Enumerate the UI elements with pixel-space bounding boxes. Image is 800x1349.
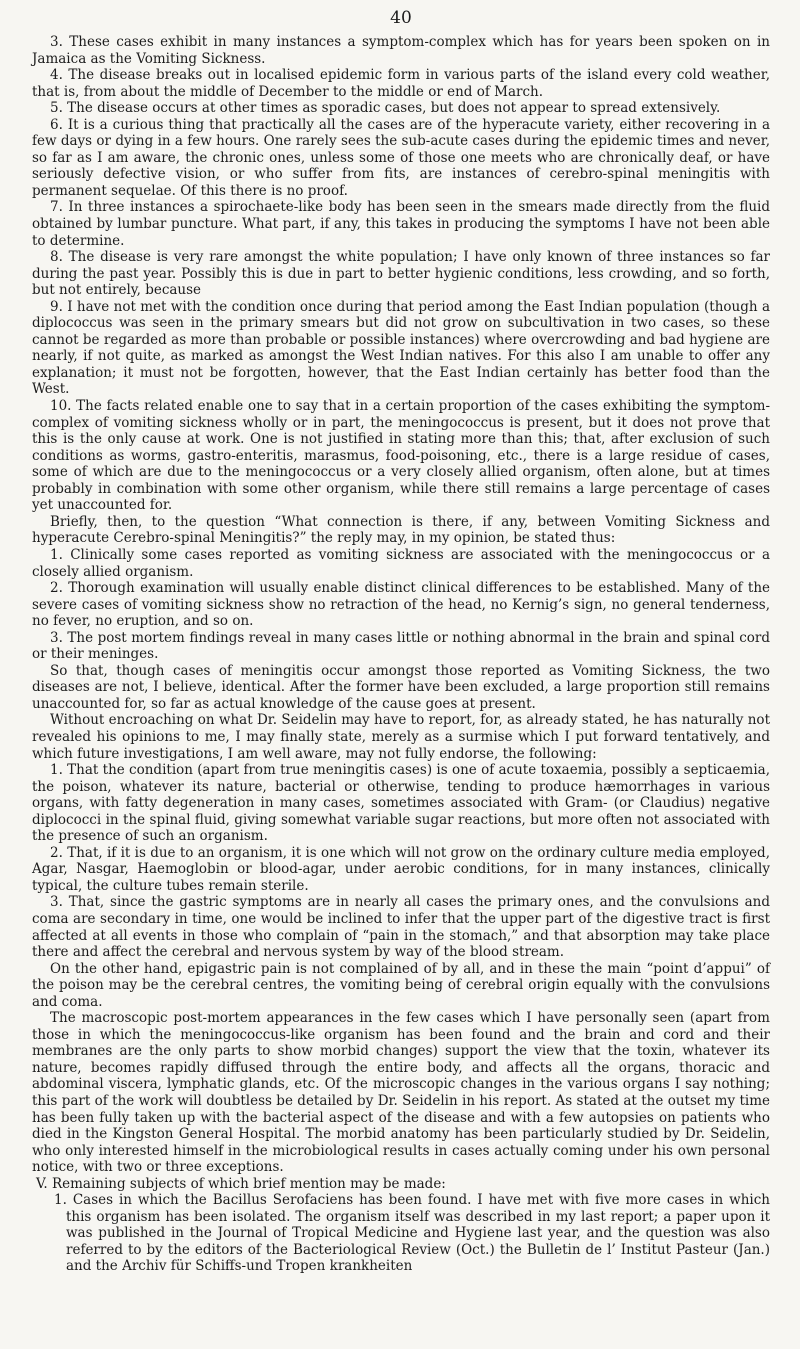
page-number: 40 xyxy=(390,8,412,28)
paragraph-7: 7. In three instances a spirochaete-like body has been seen in the smears made directly from the fluid obtained by lumbar puncture. What part, if any, this takes in producing the symptoms I have not been able to determine. xyxy=(32,199,770,249)
reply-point-1: 1. Clinically some cases reported as vomiting sickness are associated with the meningococcus or a closely allied organism. xyxy=(32,546,770,580)
paragraph-macroscopic: The macroscopic post-mortem appearances in the few cases which I have personally seen (apart from those in which the meningococcus-like organism has been found and the brain and cord and their membranes are the only parts to show morbid changes) support the view that the toxin, whatever its nature, becomes rapidly diffused through the entire body, and affects all the organs, thoracic and abdominal viscera, lymphatic glands, etc. Of the microscopic changes in the various organs I say nothing; this part of the work will doubtless be detailed by Dr. Seidelin in his report. As stated at the outset my time has been fully taken up with the bacterial aspect of the disease and with a few autopsies on patients who died in the Kingston General Hospital. The morbid anatomy has been particularly studied by Dr. Seidelin, who only interested himself in the microbiological results in cases actually coming under his own personal notice, with two or three exceptions. xyxy=(32,1010,770,1176)
paragraph-5: 5. The disease occurs at other times as sporadic cases, but does not appear to spread extensively. xyxy=(50,100,721,117)
paragraph-without-encroaching: Without encroaching on what Dr. Seidelin may have to report, for, as already stated, he has naturally not revealed his opinions to me, I may finally state, merely as a surmise which I put forward tentatively, and which future investigations, I am well aware, may not fully endorse, the following: xyxy=(32,712,770,762)
reply-point-2: 2. Thorough examination will usually enable distinct clinical differences to be established. Many of the severe cases of vomiting sickness show no retraction of the head, no Kernig’s sign, no general tenderness, no fever, no eruption, and so on. xyxy=(32,580,770,630)
paragraph-10: 10. The facts related enable one to say that in a certain proportion of the cases exhibiting the symptom-complex of vomiting sickness wholly or in part, the meningococcus is present, but it does not prove that this is the only cause at work. One is not justified in stating more than this; that, after exclusion of such conditions as worms, gastro-enteritis, marasmus, food-poisoning, etc., there is a large residue of cases, some of which are due to the meningococcus or a very closely allied organism, often alone, but at times probably in combination with some other organism, while there still remains a large percentage of cases yet unaccounted for. xyxy=(32,398,770,514)
paragraph-3: 3. These cases exhibit in many instances a symptom-complex which has for years been spoken on in Jamaica as the Vomiting Sickness. xyxy=(32,34,770,67)
document-page xyxy=(32,8,770,1275)
paragraph-9: 9. I have not met with the condition once during that period among the East Indian population (though a diplococcus was seen in the primary smears but did not grow on subcultivation in two cases, so these cannot be regarded as more than probable or possible instances) where overcrowding and bad hygiene are nearly, if not quite, as marked as amongst the West Indian natives. For this also I am unable to offer any explanation; it must not be forgotten, however, that the East Indian certainly has better food than the West. xyxy=(32,298,770,398)
paragraph-so-that: So that, though cases of meningitis occur amongst those reported as Vomiting Sickness, the two diseases are not, I believe, identical. After the former have been excluded, a large proportion still remains unaccounted for, so far as actual knowledge of the cause goes at present. xyxy=(32,662,770,712)
surmise-point-3: 3. That, since the gastric symptoms are in nearly all cases the primary ones, and the convulsions and coma are secondary in time, one would be inclined to infer that the upper part of the digestive tract is first affected at all events in those who complain of “pain in the stomach,” and that absorption may take place there and affect the cerebral and nervous system by way of the blood stream. xyxy=(32,894,770,961)
paragraph-6: 6. It is a curious thing that practically all the cases are of the hyperacute variety, either recovering in a few days or dying in a few hours. One rarely sees the sub-acute cases during the epidemic times and never, so far as I am aware, the chronic ones, unless some of those one meets who are chronically deaf, or have seriously defective vision, or who suffer from fits, are instances of cerebro-spinal meningitis with permanent sequelae. Of this there is no proof. xyxy=(32,116,770,199)
surmise-point-2: 2. That, if it is due to an organism, it is one which will not grow on the ordinary culture media employed, Agar, Nasgar, Haemoglobin or blood-agar, under aerobic conditions, for in many instances, clinically typical, the culture tubes remain sterile. xyxy=(32,844,770,894)
paragraph-8: 8. The disease is very rare amongst the white population; I have only known of three instances so far during the past year. Possibly this is due in part to better hygienic conditions, less crowding, and so forth, but not entirely, because xyxy=(32,249,770,299)
surmise-point-1: 1. That the condition (apart from true meningitis cases) is one of acute toxaemia, possibly a septicaemia, the poison, whatever its nature, bacterial or otherwise, tending to produce hæmorrhages in various organs, with fatty degeneration in many cases, sometimes associated with Gram- (or Claudius) negative diplococci in the spinal fluid, giving somewhat variable sugar reactions, but more often not associated with the presence of such an organism. xyxy=(32,762,770,845)
section-v-heading: V. Remaining subjects of which brief mention may be made: xyxy=(36,1175,446,1192)
section-v-point-1: 1. Cases in which the Bacillus Serofaciens has been found. I have met with five more cases in which this organism has been isolated. The organism itself was described in my last report; a paper upon it was published in the Journal of Tropical Medicine and Hygiene last year, and the question was also referred to by the editors of the Bacteriological Review (Oct.) the Bulletin de l’ Institut Pasteur (Jan.) and the Archiv für Schiffs-und Tropen krankheiten xyxy=(54,1192,770,1275)
paragraph-4: 4. The disease breaks out in localised epidemic form in various parts of the island every cold weather, that is, from about the middle of December to the middle or end of March. xyxy=(32,67,770,100)
paragraph-briefly: Briefly, then, to the question “What connection is there, if any, between Vomiting Sickness and hyperacute Cerebro-spinal Meningitis?” the reply may, in my opinion, be stated thus: xyxy=(32,513,770,547)
reply-point-3: 3. The post mortem findings reveal in many cases little or nothing abnormal in the brain and spinal cord or their meninges. xyxy=(32,629,770,663)
paragraph-other-hand: On the other hand, epigastric pain is not complained of by all, and in these the main “point d’appui” of the poison may be the cerebral centres, the vomiting being of cerebral origin equally with the convulsions and coma. xyxy=(32,960,770,1010)
